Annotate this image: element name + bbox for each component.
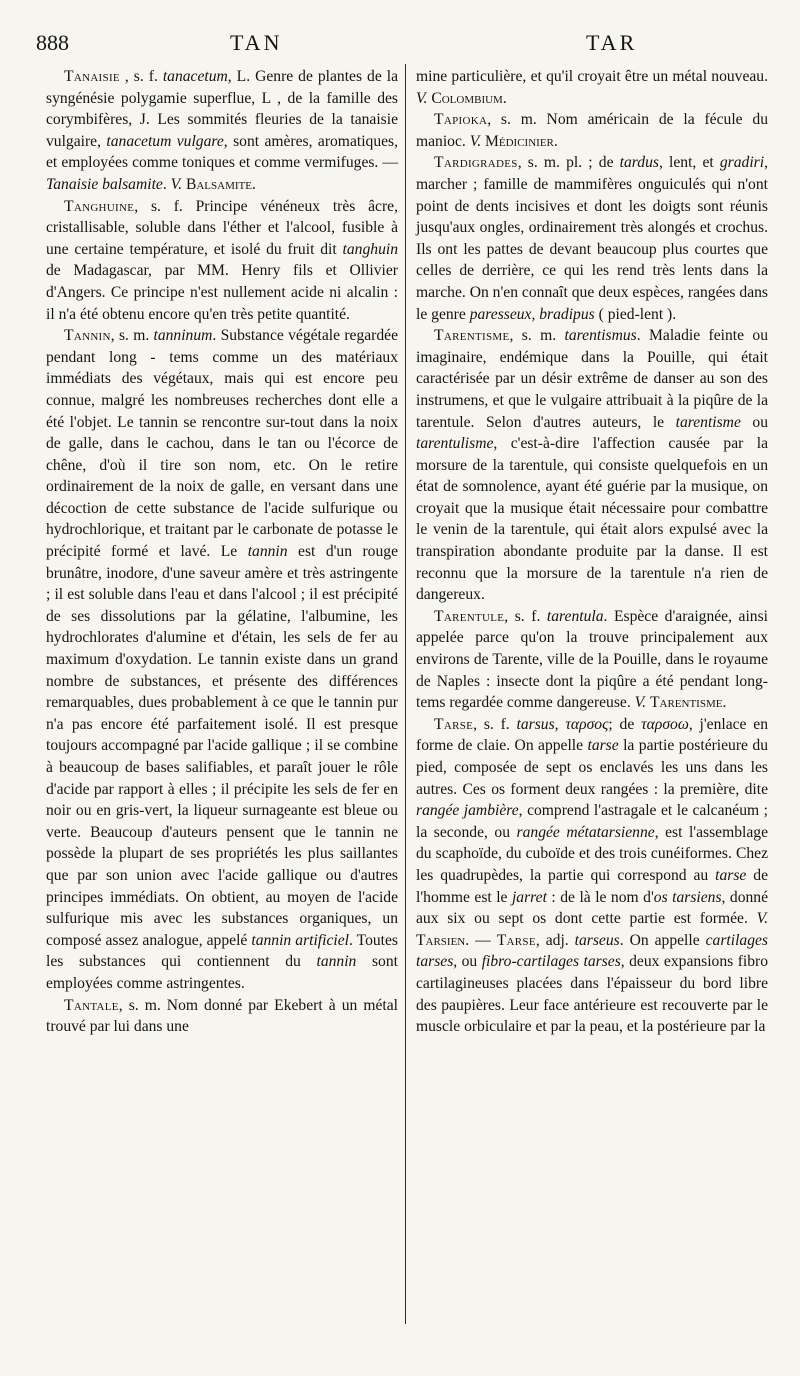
entry-text: , marcher ; famille de mammifères onguiculés qui n'ont point de dents incisives et dont les doigts sont réunis jusqu'aux ongles, ordinairement très alongés et crochus. Ils ont les pattes de devant beaucoup plus courtes que celles de derrière, ce qui les rend très lents dans la marche. On n'en connaît que deux espèces, rangées dans le genre bbox=[416, 154, 768, 323]
headword: Tanghuine bbox=[64, 197, 135, 215]
latin-term: tanninum bbox=[153, 327, 213, 345]
see-also-marker: V. bbox=[416, 89, 428, 107]
entry-tarse bbox=[416, 714, 768, 1038]
latin-term: tarseus bbox=[574, 931, 620, 949]
latin-term: tarentula bbox=[546, 607, 604, 625]
italic-term: tannin artificiel bbox=[251, 931, 349, 949]
italic-term: jarret bbox=[511, 888, 547, 906]
entry-text: . bbox=[162, 175, 171, 193]
italic-term: tarse bbox=[587, 737, 619, 755]
see-also-marker: V. bbox=[756, 910, 768, 928]
italic-term: fibro-cartilages tarses bbox=[481, 953, 621, 971]
entry-text: , s. m. Nom américain de la fécule du manioc. bbox=[416, 111, 768, 150]
latin-term: tardus bbox=[619, 154, 659, 172]
cross-reference: Tarentisme. bbox=[649, 694, 727, 712]
entry-text: . Maladie feinte ou imaginaire, endémique dans la Pouille, qui était caractérisée par un désir extrême de danser au son des instrumens, et que le vulgaire attribuait à la piqûre de la tarentule. Selon d'autres auteurs, le bbox=[416, 327, 768, 431]
headword: Tarentisme bbox=[434, 327, 510, 345]
latin-term: tarsus, ταρσος bbox=[516, 715, 609, 733]
headword: Tarse bbox=[496, 931, 536, 949]
entry-text: , s. f. Principe vénéneux très âcre, cristallisable, soluble dans l'éther et l'alcool, fusible à une certaine température, et isolé du fruit dit bbox=[46, 197, 398, 258]
left-column bbox=[46, 66, 398, 1038]
entry-text: . Toutes les substances qui contiennent du bbox=[46, 931, 398, 971]
entry-tarentule bbox=[416, 606, 768, 714]
headword: Tardigrades bbox=[434, 154, 518, 172]
entry-text: mine particulière, et qu'il croyait être un métal nouveau. bbox=[416, 68, 768, 85]
entry-tapioka bbox=[416, 109, 768, 152]
see-also-marker: V. bbox=[170, 175, 183, 193]
italic-term: tarentulisme bbox=[416, 435, 494, 453]
latin-term: tanacetum bbox=[162, 68, 228, 85]
headword: Tanaisie bbox=[64, 68, 120, 85]
entry-text: , L. Genre de plantes de la syngénésie polygamie superflue, L , de la famille des corymbifères, J. Les sommités fleuries de la tanaisie vulgaire, bbox=[46, 68, 398, 150]
entry-text: , s. m. pl. ; de bbox=[517, 154, 620, 172]
cross-reference: Médicinier. bbox=[485, 132, 558, 150]
italic-term: paresseux, bradipus bbox=[469, 305, 595, 323]
page-number: 888 bbox=[36, 30, 69, 55]
entry-tanaisie bbox=[46, 66, 398, 196]
entry-text: est d'un rouge brunâtre, inodore, d'une saveur amère et très astringente ; il est soluble dans l'eau et dans l'alcool ; il est précipité de ses dissolutions par la gélatine, l'albumine, les hydrochlorates d'alumine et d'étain, les sels de fer au maximum d'oxydation. Le tannin existe dans un grand nombre de substances, et présente des différences remarquables, dues probablement à ce que le tannin pur n'a pas encore été parfaitement isolé. Il est presque toujours accompagné par l'acide gallique ; il se combine à beaucoup de bases salifiables, et paraît jouer le rôle d'acide par rapport à elles ; il précipite les sels de fer en noir ou en gris-vert, la liqueur surnageante est bleue ou verte. Beaucoup d'auteurs pensent que le tannin ne possède la plupart de ses propriétés les plus saillantes que par son union avec l'acide gallique ou d'autres principes immédiats. On obtient, au moyen de l'acide sulfurique mis avec les substances organiques, un composé assez analogue, appelé bbox=[46, 543, 398, 949]
italic-term: rangée métatarsienne bbox=[516, 823, 655, 841]
italic-term: tannin bbox=[316, 953, 357, 971]
cross-reference: Tarsien. bbox=[416, 931, 470, 949]
entry-text: , c'est-à-dire l'affection causée par la morsure de la tarentule, qui consiste quelquefois en un état de somnolence, ayant été guérie par la musique, on croyait que la musique était nécessaire pour combattre le venin de la tarentule, qui était alors expulsé avec la transpiration abondante produite par la danse. Il est reconnu que la morsure de la tarentule n'a rien de dangereux. bbox=[416, 435, 768, 604]
entry-text: , est l'assemblage du scaphoïde, du cuboïde et des trois cunéiformes. Chez les quadrupèdes, la partie qui correspond au bbox=[416, 823, 768, 884]
entry-tantale-continued bbox=[416, 66, 768, 109]
entry-text: de Madagascar, par MM. Henry fils et Ollivier d'Angers. Ce principe n'est nullement acide ni alcalin : il n'a été obtenu encore qu'en très petite quantité. bbox=[46, 262, 398, 323]
entry-text: — bbox=[469, 931, 497, 949]
italic-term: Tanaisie balsamite bbox=[46, 175, 163, 193]
cross-reference: Colombium. bbox=[431, 89, 507, 107]
entry-tanghuine bbox=[46, 196, 398, 326]
entry-text: , s. m. bbox=[110, 327, 154, 345]
running-header bbox=[36, 30, 764, 60]
entry-text: la partie postérieure du pied, composée de sept os enclavés les uns dans les autres. Ces os forment deux rangées : la première, dite bbox=[416, 737, 768, 798]
header-right-word: TAR bbox=[586, 30, 638, 55]
headword: Tarentule bbox=[434, 607, 505, 625]
entry-text: , s. m. bbox=[509, 327, 565, 345]
entry-text: de l'homme est le bbox=[416, 866, 768, 906]
italic-term: tanghuin bbox=[342, 240, 398, 258]
entry-text: ( pied-lent ). bbox=[594, 305, 677, 323]
entry-text: , s. m. Nom donné par Ekebert à un métal trouvé par lui dans une bbox=[46, 996, 398, 1036]
headword: Tannin bbox=[64, 327, 111, 345]
entry-text: , comprend l'astragale et le calcanéum ; la seconde, ou bbox=[416, 802, 768, 841]
headword: Tarse bbox=[434, 715, 474, 733]
entry-text: , sont amères, aromatiques, et employées comme toniques et comme vermifuges. — bbox=[46, 132, 399, 172]
entry-text: , s. f. bbox=[504, 607, 547, 625]
entry-text: , deux expansions fibro cartilagineuses placées dans l'épaisseur du bord libre des paupières. Leur face antérieure est recouverte par le muscle orbiculaire et par la peau, et la postérieure par la bbox=[416, 953, 769, 1036]
see-also-marker: V. bbox=[469, 132, 482, 150]
column-divider bbox=[405, 64, 406, 1324]
headword: Tapioka bbox=[434, 111, 488, 129]
entry-text: , s. f. bbox=[473, 715, 517, 733]
entry-tantale bbox=[46, 995, 398, 1038]
entry-text: ; de bbox=[608, 715, 642, 733]
right-column bbox=[416, 66, 768, 1038]
italic-term: tannin bbox=[247, 543, 288, 561]
italic-term: tarse bbox=[715, 866, 747, 884]
latin-term: tanacetum vulgare bbox=[106, 132, 224, 150]
entry-text: , lent, et bbox=[658, 154, 720, 172]
see-also-marker: V. bbox=[634, 694, 647, 712]
italic-term: rangée jambière bbox=[416, 802, 519, 820]
entry-text: . Espèce d'araignée, ainsi appelée parce qu'on la trouve principalement aux environs de Tarente, ville de la Pouille, dans le royaume de Naples : insecte dont la piqûre a été pendant long-tems regardée comme dangereuse. bbox=[416, 607, 768, 712]
greek-term: ταρσοω bbox=[641, 715, 689, 733]
entry-text: ou bbox=[740, 413, 768, 431]
cross-reference: Balsamite. bbox=[185, 175, 256, 193]
italic-term: cartilages tarses bbox=[416, 931, 768, 971]
italic-term: os tarsiens bbox=[653, 888, 722, 906]
entry-text: . On appelle bbox=[619, 931, 706, 949]
entry-text: , s. f. bbox=[119, 68, 163, 85]
entry-tannin bbox=[46, 325, 398, 994]
entry-text: , donné aux six ou sept os dont cette partie est formée. bbox=[416, 888, 769, 928]
entry-text: : de là le nom d' bbox=[546, 888, 654, 906]
entry-tarentisme bbox=[416, 325, 768, 606]
header-left-word: TAN bbox=[230, 30, 283, 55]
italic-term: tarentisme bbox=[675, 413, 741, 431]
entry-text: , j'enlace en forme de claie. On appelle bbox=[416, 715, 768, 755]
latin-term: tarentismus bbox=[564, 327, 637, 345]
headword: Tantale bbox=[64, 996, 119, 1014]
entry-tardigrades bbox=[416, 152, 768, 325]
entry-text: , ou bbox=[453, 953, 482, 971]
entry-text: . Substance végétale regardée pendant long - tems comme un des matériaux immédiats des végétaux, mais qui est encore peu connue, malgré les nombreuses recherches dont elle a été l'objet. Le tannin se rencontre sur-tout dans la noix de galle, dans le cachou, dans le tan ou l'écorce de chêne, d'où il tire son nom, etc. On le retire ordinairement de la noix de galle, en versant dans une décoction de cette substance de l'acide sulfurique ou hydrochlorique, et traitant par le carbonate de potasse le précipité formé et lavé. Le bbox=[46, 327, 398, 561]
latin-term: gradiri bbox=[719, 154, 765, 172]
entry-text: sont employées comme astringentes. bbox=[46, 953, 398, 992]
entry-text: , adj. bbox=[535, 931, 575, 949]
